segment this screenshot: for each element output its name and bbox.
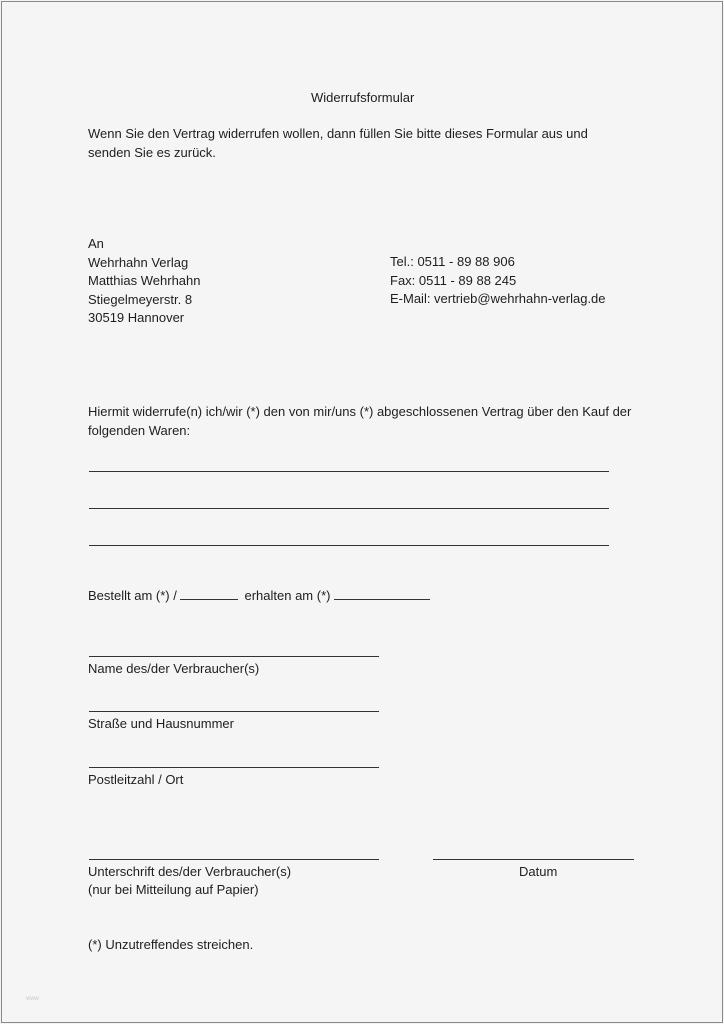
form-title: Widerrufsformular (311, 90, 415, 105)
date-label: Datum (519, 864, 558, 879)
contact-email: E-Mail: vertrieb@wehrhahn-verlag.de (390, 291, 606, 306)
contact-fax: Fax: 0511 - 89 88 245 (390, 272, 517, 288)
recipient-line: Stiegelmeyerstr. 8 (88, 291, 193, 307)
document-page (1, 1, 723, 1023)
recipient-line: Wehrhahn Verlag (88, 254, 189, 270)
street-field-line[interactable] (89, 711, 379, 712)
postal-field-line[interactable] (89, 767, 379, 768)
goods-line-1[interactable] (89, 471, 609, 472)
signature-note: (nur bei Mitteilung auf Papier) (88, 882, 259, 897)
date-field-line[interactable] (433, 859, 634, 860)
ordered-label: Bestellt am (*) / (88, 588, 177, 603)
declaration-text: Hiermit widerrufe(n) ich/wir (*) den von mir/uns (*) abgeschlossenen Vertrag über den Kauf der folgenden Waren: (88, 404, 632, 438)
goods-line-3[interactable] (89, 545, 609, 546)
footnote: (*) Unzutreffendes streichen. (88, 937, 254, 952)
recipient-line: 30519 Hannover (88, 310, 185, 325)
received-date-blank[interactable] (334, 587, 430, 600)
name-field-line[interactable] (89, 656, 379, 657)
recipient-line: Matthias Wehrhahn (88, 273, 201, 288)
recipient-address (88, 235, 201, 328)
goods-line-2[interactable] (89, 508, 609, 509)
street-label: Straße und Hausnummer (88, 716, 234, 731)
recipient-line: An (88, 236, 104, 251)
postal-label: Postleitzahl / Ort (88, 772, 184, 787)
ordered-date-blank[interactable] (180, 587, 238, 600)
signature-field-line[interactable] (89, 859, 379, 860)
signature-label: Unterschrift des/der Verbraucher(s) (88, 864, 292, 879)
contact-phone: Tel.: 0511 - 89 88 906 (390, 254, 515, 269)
received-label: erhalten am (*) (244, 588, 331, 603)
contact-details (390, 253, 606, 309)
intro-text: Wenn Sie den Vertrag widerrufen wollen, dann füllen Sie bitte dieses Formular aus und senden Sie es zurück. (88, 126, 588, 160)
watermark: www (26, 996, 39, 1002)
order-dates-row (88, 587, 430, 605)
name-label: Name des/der Verbraucher(s) (88, 661, 260, 676)
